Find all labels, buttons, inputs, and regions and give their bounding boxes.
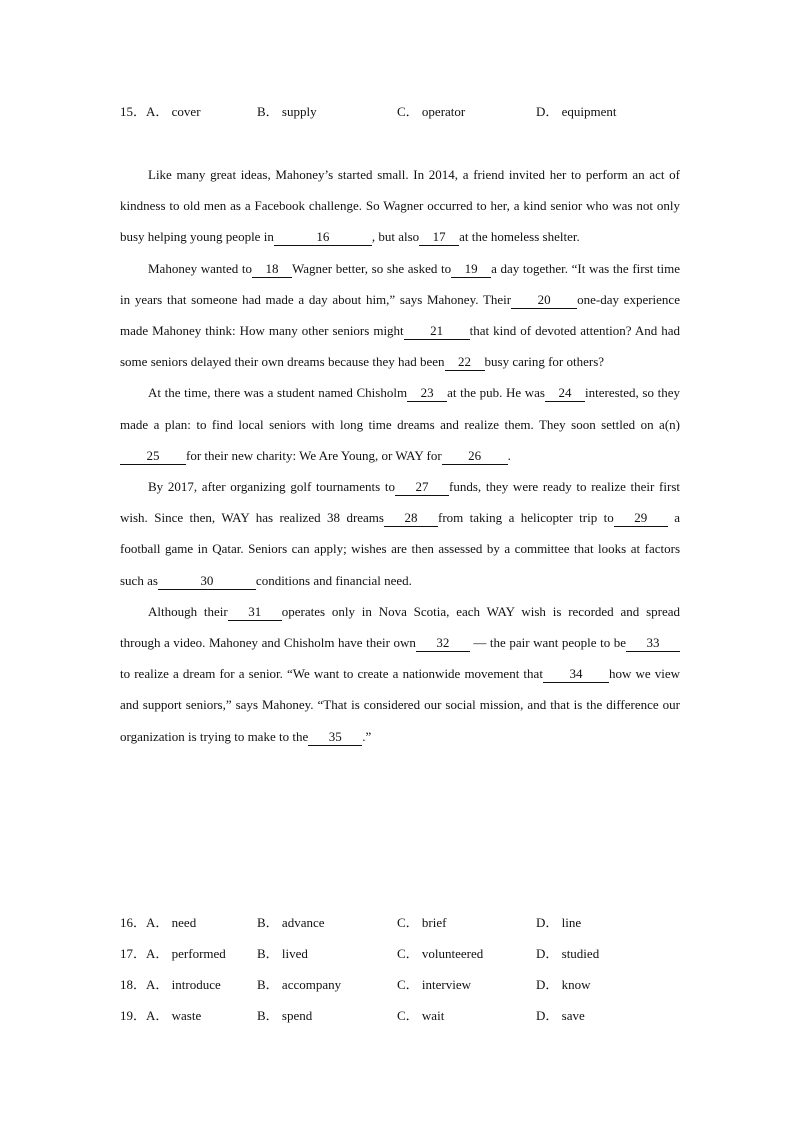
question-15-options: [120, 103, 680, 121]
question-16-d: D． line: [536, 915, 582, 930]
question-18-a: 18．A． introduce: [120, 977, 221, 992]
paragraph-4: By 2017, after organizing golf tournaments to 27 funds, they were ready to realize their first wish. Since then, WAY has realized 38 dreams 28 from taking a helicopter trip to 29 a football game in Qatar. Seniors can apply; wishes are then assessed by a committee that looks at factors such as 30 conditions and financial need.: [120, 479, 680, 588]
question-18-b: B． accompany: [257, 977, 342, 992]
blank-21: 21: [404, 323, 470, 340]
question-15-b: B． supply: [257, 104, 317, 119]
blank-30: 30: [158, 573, 256, 590]
question-17-c: C． volunteered: [397, 946, 484, 961]
question-19-c: C． wait: [397, 1008, 445, 1023]
question-15-a: 15．A． cover: [120, 104, 201, 119]
blank-34: 34: [543, 666, 609, 683]
blank-20: 20: [511, 292, 577, 309]
question-16-c: C． brief: [397, 915, 447, 930]
question-16-a: 16．A． need: [120, 915, 197, 930]
blank-16: 16: [274, 229, 372, 246]
question-17-options: [120, 945, 680, 963]
blank-23: 23: [407, 385, 447, 402]
question-18-options: [120, 976, 680, 994]
question-18-c: C． interview: [397, 977, 472, 992]
cloze-passage: [120, 159, 680, 752]
blank-22: 22: [445, 354, 485, 371]
question-19-b: B． spend: [257, 1008, 313, 1023]
blank-35: 35: [308, 729, 362, 746]
blank-32: 32: [416, 635, 470, 652]
blank-29: 29: [614, 510, 668, 527]
blank-24: 24: [545, 385, 585, 402]
question-19-options: [120, 1007, 680, 1025]
blank-33: 33: [626, 635, 680, 652]
blank-31: 31: [228, 604, 282, 621]
blank-18: 18: [252, 261, 292, 278]
blank-19: 19: [451, 261, 491, 278]
question-19-d: D． save: [536, 1008, 585, 1023]
question-15-c: C． operator: [397, 104, 466, 119]
question-16-b: B． advance: [257, 915, 325, 930]
paragraph-3: At the time, there was a student named Chisholm 23 at the pub. He was 24 interested, so they made a plan: to find local seniors with long time dreams and realize them. They soon settled on a(n)25 for their new charity: We Are Young, or WAY for 26 .: [120, 385, 680, 463]
blank-27: 27: [395, 479, 449, 496]
question-16-options: [120, 914, 680, 932]
paragraph-5: Although their 31 operates only in Nova Scotia, each WAY wish is recorded and spread through a video. Mahoney and Chisholm have their own 32 — the pair want people to be 33to realize a dream for a senior. “We want to create a nationwide movement that 34 how we view and support seniors,” says Mahoney. “That is considered our social mission, and that is the difference our organization is trying to make to the 35 .”: [120, 603, 680, 744]
question-17-a: 17．A． performed: [120, 946, 226, 961]
paragraph-2: Mahoney wanted to 18 Wagner better, so she asked to 19 a day together. “It was the first time in years that someone had made a day about him,” says Mahoney. Their 20 one-day experience made Mahoney think: How many other seniors might 21 that kind of devoted attention? And had some seniors delayed their own dreams because they had been 22 busy caring for others?: [120, 260, 680, 370]
blank-26: 26: [442, 448, 508, 465]
question-17-d: D． studied: [536, 946, 600, 961]
paragraph-1: Like many great ideas, Mahoney’s started small. In 2014, a friend invited her to perform an act of kindness to old men as a Facebook challenge. So Wagner occurred to her, a kind senior who was not only busy helping young people in 16 , but also 17 at the homeless shelter.: [120, 167, 680, 245]
blank-25: 25: [120, 448, 186, 465]
question-15-d: D． equipment: [536, 104, 617, 119]
blank-17: 17: [419, 229, 459, 246]
question-17-b: B． lived: [257, 946, 308, 961]
question-19-a: 19．A． waste: [120, 1008, 202, 1023]
blank-28: 28: [384, 510, 438, 527]
question-18-d: D． know: [536, 977, 591, 992]
